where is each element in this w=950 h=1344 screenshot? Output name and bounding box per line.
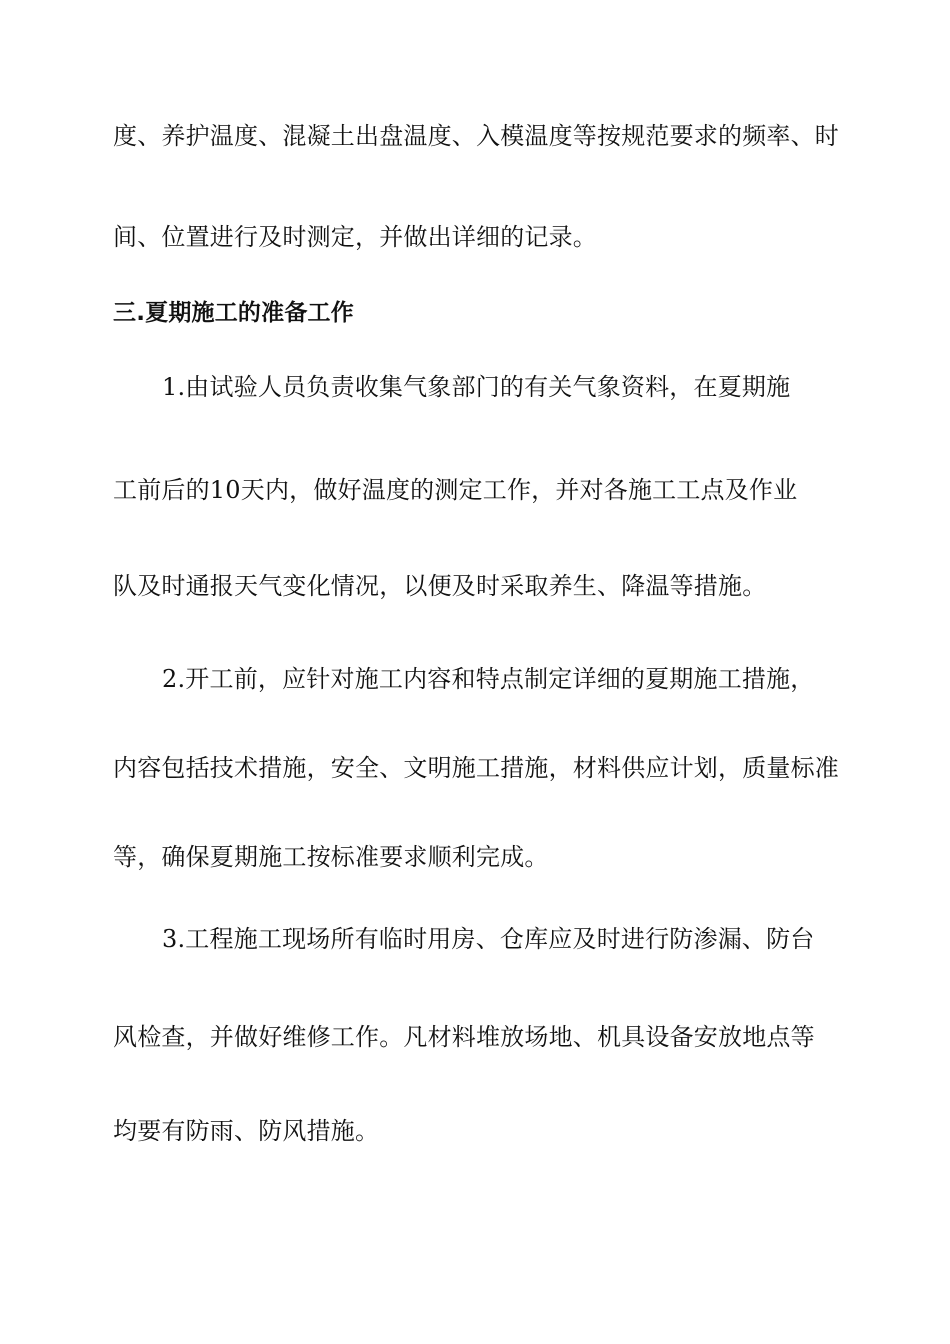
section-heading: 三.夏期施工的准备工作 <box>113 300 354 326</box>
item-1-line-1: 1.由试验人员负责收集气象部门的有关气象资料，在夏期施 <box>162 373 791 401</box>
item-1-line-3: 队及时通报天气变化情况，以便及时采取养生、降温等措施。 <box>113 572 767 600</box>
item-3-line-3: 均要有防雨、防风措施。 <box>113 1117 380 1145</box>
item-2-line-1: 2.开工前，应针对施工内容和特点制定详细的夏期施工措施， <box>162 665 815 693</box>
paragraph-continuation-line-1: 度、养护温度、混凝土出盘温度、入模温度等按规范要求的频率、时 <box>113 122 839 150</box>
item-3-line-1: 3.工程施工现场所有临时用房、仓库应及时进行防渗漏、防台 <box>162 925 815 953</box>
item-1-line-2: 工前后的10天内，做好温度的测定工作，并对各施工工点及作业 <box>113 476 798 504</box>
paragraph-continuation-line-2: 间、位置进行及时测定，并做出详细的记录。 <box>113 223 597 251</box>
item-2-line-3: 等，确保夏期施工按标准要求顺利完成。 <box>113 843 549 871</box>
item-3-line-2: 风检查，并做好维修工作。凡材料堆放场地、机具设备安放地点等 <box>113 1023 815 1051</box>
item-2-line-2: 内容包括技术措施，安全、文明施工措施，材料供应计划，质量标准 <box>113 754 839 782</box>
